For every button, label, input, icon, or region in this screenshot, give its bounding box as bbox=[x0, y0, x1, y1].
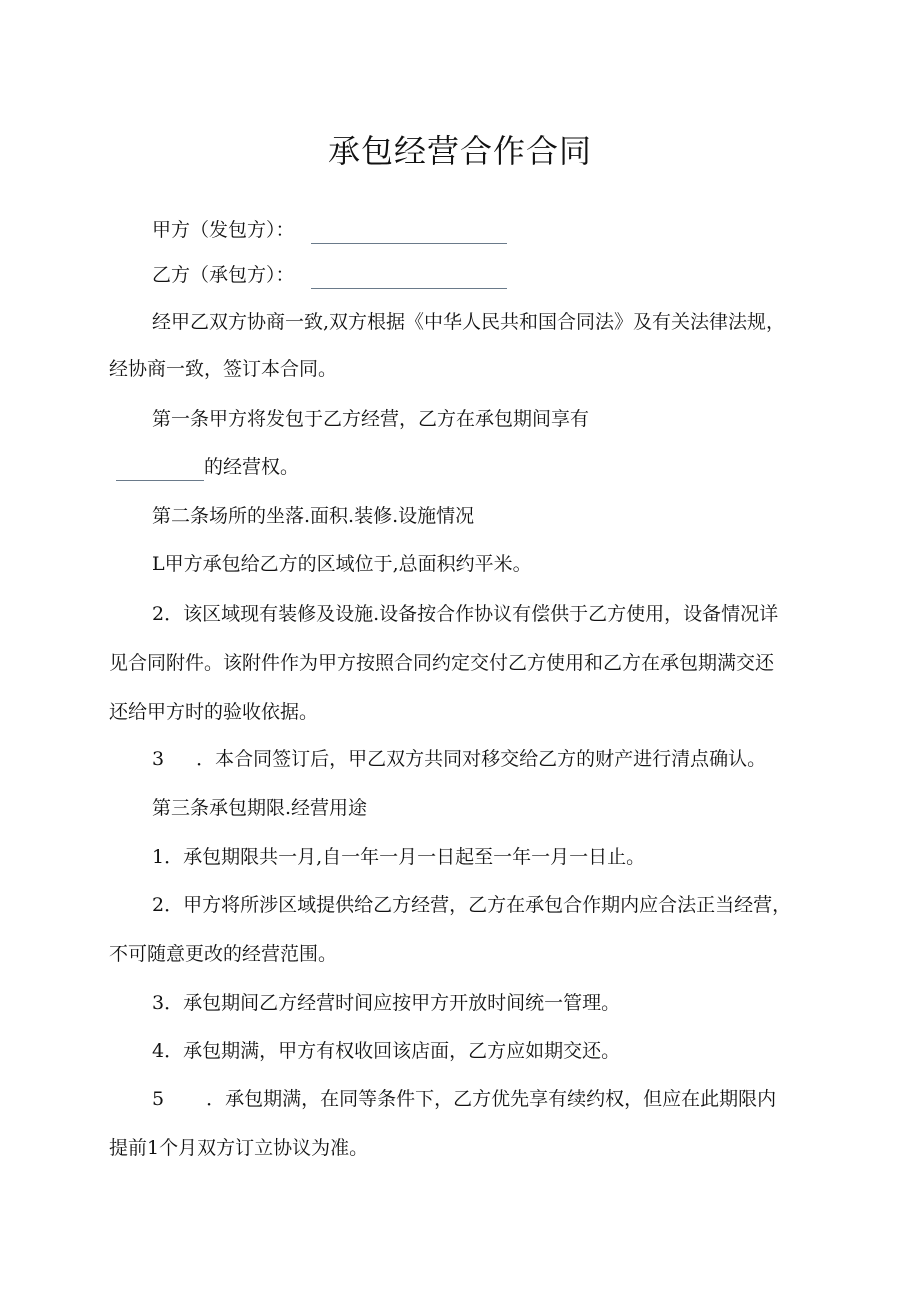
article-3-item-3: 3．承包期间乙方经营时间应按甲方开放时间统一管理。 bbox=[152, 992, 621, 1014]
article-3-item-2-line-2: 不可随意更改的经营范围。 bbox=[109, 943, 338, 965]
party-b-blank[interactable] bbox=[311, 266, 507, 289]
party-b-label: 乙方（承包方）： bbox=[152, 264, 295, 286]
article-3-item-2-line-1: 2．甲方将所涉区域提供给乙方经营，乙方在承包合作期内应合法正当经营， bbox=[152, 894, 792, 916]
scope-blank[interactable] bbox=[116, 458, 204, 481]
article-3-item-5-line-1 bbox=[152, 1085, 776, 1113]
article-2-item-2-line-2: 见合同附件。该附件作为甲方按照合同约定交付乙方使用和乙方在承包期满交还 bbox=[109, 652, 775, 674]
article-3-item-1: 1．承包期限共一月,自一年一月一日起至一年一月一日止。 bbox=[152, 846, 646, 868]
article-2-heading: 第二条场所的坐落.面积.装修.设施情况 bbox=[152, 505, 475, 527]
article-3-item-5-line-2: 提前1个月双方订立协议为准。 bbox=[109, 1137, 369, 1159]
article-2-item-2-line-3: 还给甲方时的验收依据。 bbox=[109, 701, 319, 723]
article-3-item-4: 4．承包期满，甲方有权收回该店面，乙方应如期交还。 bbox=[152, 1040, 621, 1062]
article-3-heading: 第三条承包期限.经营用途 bbox=[152, 797, 368, 819]
item-text: ．承包期满，在同等条件下，乙方优先享有续约权，但应在此期限内 bbox=[206, 1088, 777, 1110]
document-title: 承包经营合作合同 bbox=[327, 132, 592, 170]
article-1-line-2 bbox=[116, 453, 299, 481]
preamble-line-2: 经协商一致，签订本合同。 bbox=[109, 358, 338, 380]
article-2-item-1: L甲方承包给乙方的区域位于,总面积约平米。 bbox=[152, 553, 532, 575]
article-1-text: 的经营权。 bbox=[204, 456, 300, 478]
item-number: 5 bbox=[152, 1088, 165, 1110]
item-text: ．本合同签订后，甲乙双方共同对移交给乙方的财产进行清点确认。 bbox=[196, 748, 767, 770]
preamble-line-1: 经甲乙双方协商一致,双方根据《中华人民共和国合同法》及有关法律法规， bbox=[152, 311, 786, 333]
party-a-row bbox=[152, 216, 507, 244]
party-a-blank[interactable] bbox=[311, 221, 507, 244]
article-2-item-2-line-1: 2．该区域现有装修及设施.设备按合作协议有偿供于乙方使用，设备情况详 bbox=[152, 603, 779, 625]
party-a-label: 甲方（发包方）： bbox=[152, 219, 295, 241]
article-2-item-3 bbox=[152, 745, 766, 773]
item-number: 3 bbox=[152, 748, 165, 770]
article-1-line-1: 第一条甲方将发包于乙方经营，乙方在承包期间享有 bbox=[152, 408, 590, 430]
party-b-row bbox=[152, 261, 507, 289]
